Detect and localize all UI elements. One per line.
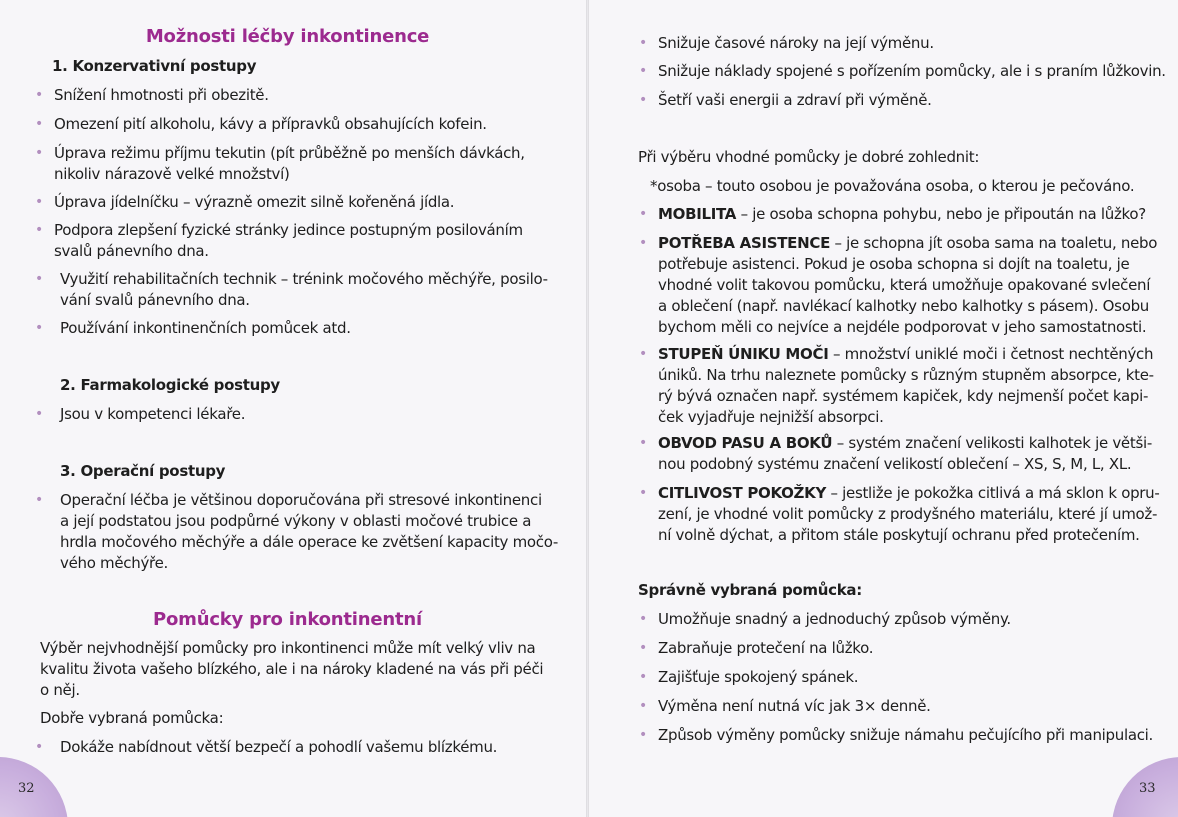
criterion-mobility [639, 204, 1146, 225]
list-item [35, 490, 558, 574]
criterion-text: – systém značení velikosti kalhotek je větši- [832, 434, 1152, 452]
line: Omezení pití alkoholu, kávy a přípravků obsahujících kofein. [54, 115, 487, 133]
correct-aid-label: Správně vybraná pomůcka: [638, 581, 862, 599]
bullet-icon: • [35, 145, 43, 161]
line: Umožňuje snadný a jednoduchý způsob výměny. [658, 610, 1011, 628]
line [658, 233, 1157, 254]
line: rý bývá označen např. systémem kapiček, kdy nejmenší počet kapi- [658, 387, 1149, 405]
line: a oblečení (např. navlékací kalhotky nebo kalhotky s pásem). Osobu [658, 297, 1149, 315]
list-item [35, 737, 498, 758]
bullet-icon: • [35, 271, 43, 287]
line: Dokáže nabídnout větší bezpečí a pohodlí vašemu blízkému. [60, 738, 498, 756]
bullet-icon: • [639, 669, 647, 685]
criterion-text: – jestliže je pokožka citlivá a má sklon k opru- [826, 484, 1160, 502]
line: úniků. Na trhu naleznete pomůcky s různým stupněm absorpce, kte- [658, 366, 1154, 384]
line: Používání inkontinenčních pomůcek atd. [60, 319, 351, 337]
right-page [589, 0, 1178, 817]
bullet-icon: • [639, 611, 647, 627]
list-item [639, 725, 1153, 746]
bullet-icon: • [35, 194, 43, 210]
bullet-icon: • [35, 320, 43, 336]
line: nou podobný systému značení velikostí oblečení – XS, S, M, L, XL. [658, 455, 1132, 473]
bullet-icon: • [35, 406, 43, 422]
criterion-text: – je osoba schopna pohybu, nebo je připoután na lůžko? [736, 205, 1146, 223]
criterion-term: OBVOD PASU A BOKŮ [658, 434, 833, 452]
criterion-term: CITLIVOST POKOŽKY [658, 484, 827, 502]
line: Podpora zlepšení fyzické stránky jedince postupným posilováním [54, 221, 523, 239]
intro-paragraph [40, 638, 543, 701]
line: Snížení hmotnosti při obezitě. [54, 86, 269, 104]
list-item [639, 667, 859, 688]
line: Snižuje náklady spojené s pořízením pomůcky, ale i s praním lůžkovin. [658, 62, 1166, 80]
line [658, 204, 1146, 225]
line: bychom měli co nejvíce a nejdéle podporovat v jeho samostatnosti. [658, 318, 1147, 336]
bullet-icon: • [639, 698, 647, 714]
list-item [639, 696, 931, 717]
line: Využití rehabilitačních technik – trénink močového měchýře, posilo- [60, 270, 548, 288]
list-item [35, 114, 487, 135]
bullet-icon: • [639, 206, 647, 222]
line: Zabraňuje protečení na lůžko. [658, 639, 874, 657]
bullet-icon: • [35, 739, 43, 755]
bullet-icon: • [35, 116, 43, 132]
line: vání svalů pánevního dna. [60, 291, 250, 309]
left-page [0, 0, 587, 817]
line: kvalitu života vašeho blízkého, ale i na nároky kladené na vás při péči [40, 660, 544, 678]
line: Výběr nejvhodnější pomůcky pro inkontinenci může mít velký vliv na [40, 639, 536, 657]
line: a její podstatou jsou podpůrné výkony v oblasti močové trubice a [60, 512, 532, 530]
line: vého měchýře. [60, 554, 168, 572]
line: Výměna není nutná víc jak 3× denně. [658, 697, 931, 715]
list-item [639, 609, 1011, 630]
consider-label: Při výběru vhodné pomůcky je dobré zohlednit: [638, 148, 980, 166]
page-number: 33 [1139, 781, 1156, 796]
criterion-waist-hips [639, 433, 1152, 475]
bullet-icon: • [639, 640, 647, 656]
page-number: 32 [18, 781, 35, 796]
line: Šetří vaši energii a zdraví při výměně. [658, 91, 932, 109]
list-item [639, 33, 934, 54]
line: hrdla močového měchýře a dále operace ke zvětšení kapacity močo- [60, 533, 558, 551]
list-item [35, 143, 525, 185]
subheading-pharmacological: 2. Farmakologické postupy [60, 376, 280, 394]
line: Úprava jídelníčku – výrazně omezit silně kořeněná jídla. [54, 193, 455, 211]
bullet-icon: • [639, 92, 647, 108]
line: ček vyjadřuje nejnižší absorpci. [658, 408, 884, 426]
bullet-icon: • [639, 63, 647, 79]
good-aid-label: Dobře vybraná pomůcka: [40, 709, 224, 727]
heading-treatment-options: Možnosti léčby inkontinence [145, 26, 430, 47]
list-item [639, 638, 874, 659]
line: o něj. [40, 681, 80, 699]
list-item [35, 220, 523, 262]
criterion-leakage [639, 344, 1154, 428]
criterion-term: MOBILITA [658, 205, 737, 223]
line: nikoliv nárazově velké množství) [54, 165, 290, 183]
criterion-assistance [639, 233, 1158, 338]
subheading-surgical: 3. Operační postupy [60, 462, 226, 480]
line: Snižuje časové nároky na její výměnu. [658, 34, 934, 52]
bullet-icon: • [639, 727, 647, 743]
list-item [639, 90, 932, 111]
line [658, 344, 1154, 365]
line: Operační léčba je většinou doporučována při stresové inkontinenci [60, 491, 542, 509]
criterion-term: STUPEŇ ÚNIKU MOČI [658, 345, 829, 363]
line: vhodné volit takovou pomůcku, která umožňuje opakované svlečení [658, 276, 1151, 294]
criterion-text: – je schopna jít osoba sama na toaletu, nebo [830, 234, 1158, 252]
line: Jsou v kompetenci lékaře. [60, 405, 246, 423]
bullet-icon: • [35, 87, 43, 103]
subheading-conservative: 1. Konzervativní postupy [52, 57, 257, 75]
line [658, 433, 1152, 454]
criterion-term: POTŘEBA ASISTENCE [658, 234, 831, 252]
list-item [35, 318, 351, 339]
line [658, 483, 1159, 504]
line: Způsob výměny pomůcky snižuje námahu pečujícího při manipulaci. [658, 726, 1153, 744]
line: zení, je vhodné volit pomůcky z prodyšného materiálu, které jí umož- [658, 505, 1158, 523]
bullet-icon: • [639, 35, 647, 51]
list-item [35, 85, 269, 106]
line: svalů pánevního dna. [54, 242, 209, 260]
bullet-icon: • [639, 485, 647, 501]
line: Úprava režimu příjmu tekutin (pít průběžně po menších dávkách, [54, 144, 525, 162]
line: ní volně dýchat, a přitom stále poskytují ochranu před protečením. [658, 526, 1140, 544]
list-item [35, 404, 246, 425]
list-item [639, 61, 1166, 82]
footnote-person: *osoba – touto osobou je považována osoba, o kterou je pečováno. [650, 177, 1135, 195]
bullet-icon: • [639, 346, 647, 362]
list-item [35, 269, 548, 311]
bullet-icon: • [35, 222, 43, 238]
line: potřebuje asistenci. Pokud je osoba schopna si dojít na toaletu, je [658, 255, 1130, 273]
list-item [35, 192, 455, 213]
line: Zajišťuje spokojený spánek. [658, 668, 859, 686]
bullet-icon: • [35, 492, 43, 508]
heading-aids: Pomůcky pro inkontinentní [152, 609, 423, 630]
criterion-skin [639, 483, 1160, 546]
bullet-icon: • [639, 435, 647, 451]
bullet-icon: • [639, 235, 647, 251]
criterion-text: – množství uniklé moči i četnost nechtěných [828, 345, 1154, 363]
